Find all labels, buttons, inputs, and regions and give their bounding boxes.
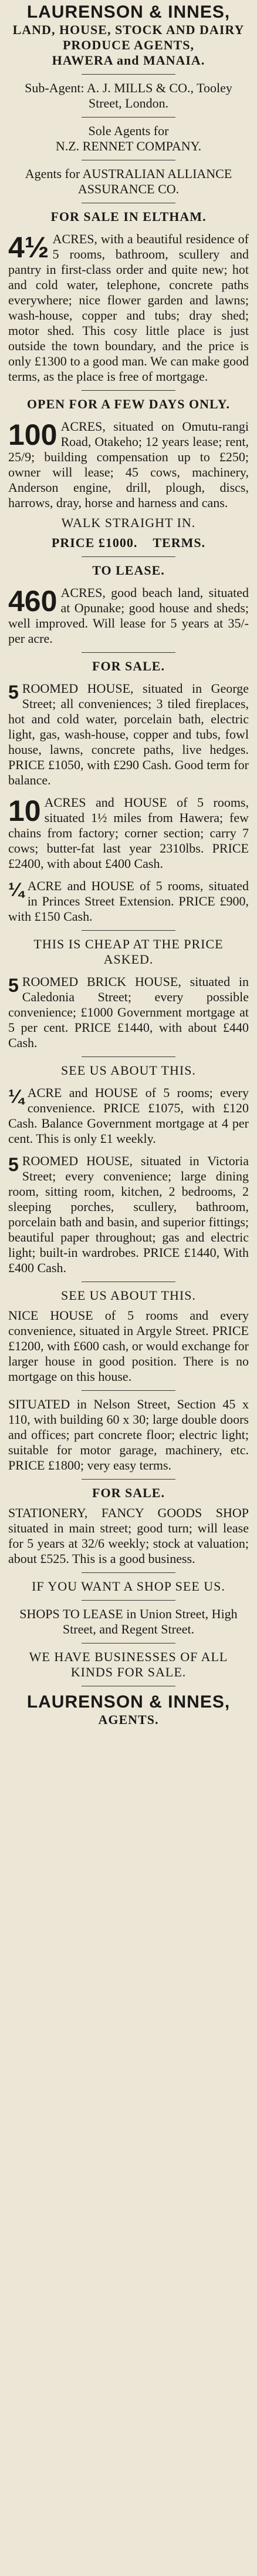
listing-text: ACRES, situated on Omutu-rangi Road, Otakeho; 12 years lease; rent, 25/9; building compensation up to £250; owner will lease; 45 cows, machinery, Anderson engine, drill, plough, discs, harrows, dray, horse and harness and cans. <box>8 419 249 510</box>
listing-text: ROOMED HOUSE, situated in George Street; all conveniences; 3 tiled fireplaces, hot and cold water, porcelain bath, electric light, gas, wash-house, copper and tubs, fowl house, lawns, concrete paths, live hedges. PRICE £1050, with £290 Cash. Good term for balance. <box>8 681 249 787</box>
listing-nelson-street: SITUATED in Nelson Street, Section 45 x 110, with building 60 x 30; large double doors and offices; part concrete floor; electric light; suitable for motor garage, machinery, etc. PRICE £1800; very easy terms. <box>8 1397 249 1473</box>
section-heading-few-days: OPEN FOR A FEW DAYS ONLY. <box>26 397 231 411</box>
rennet-company-text: N.Z. RENNET COMPANY. <box>55 139 202 153</box>
sole-agents-text: Sole Agents for <box>88 123 169 138</box>
divider <box>82 930 175 931</box>
listing-number: ¼ <box>8 879 24 900</box>
divider <box>82 1572 175 1573</box>
businesses-text: WE HAVE BUSINESSES OF ALL KINDS FOR SALE. <box>29 1649 228 1679</box>
listing-ten-acres <box>8 795 249 871</box>
divider <box>82 117 175 118</box>
listing-victoria-street <box>8 1153 249 1276</box>
listing-princes-street <box>8 878 249 924</box>
listing-number: 460 <box>8 585 58 618</box>
divider <box>82 390 175 391</box>
listing-opunake <box>8 585 249 646</box>
section-heading-lease: TO LEASE. <box>92 563 165 578</box>
shops-to-lease-text: SHOPS TO LEASE in Union Street, High Street, and Regent Street. <box>19 1606 238 1636</box>
firm-name: LAURENSON & INNES, <box>26 2 231 22</box>
subagent-text: Sub-Agent: A. J. MILLS & CO., Tooley Street, London. <box>25 80 232 110</box>
divider <box>82 556 175 557</box>
listing-text: ACRES, good beach land, situated at Opunake; good house and sheds; well improved. Will lease for 5 years at 35/- per acre. <box>8 585 249 646</box>
listing-text: ROOMED HOUSE, situated in Victoria Street; every convenience; large dining room, sitting room, kitchen, 2 bedrooms, 2 sleeping porches, scullery, bathroom, porcelain bath and basin, and superior fittings; beautiful paper throughout; gas and electric light; built-in wardrobes. PRICE £1440, With £400 Cash. <box>8 1153 249 1275</box>
listing-text: ACRES, with a beautiful residence of 5 rooms, bathroom, scullery and pantry in first-class order and quite new; hot and cold water, telephone, concrete paths everywhere; nice flower garden and lawns; wash-house, copper and tubs; dray shed; motor shed. This cosy little place is just outside the town boundary, and the price is only £1300 to a good man. We can make good terms, as the place is free of mortgage. <box>8 232 249 384</box>
assurance-agents-text: Agents for AUSTRALIAN ALLIANCE ASSURANCE CO. <box>25 166 232 196</box>
firm-name-footer: LAURENSON & INNES, <box>26 1692 231 1712</box>
listing-number: 5 <box>8 1154 19 1175</box>
price-text: PRICE £1000. <box>51 535 138 550</box>
want-shop-text: IF YOU WANT A SHOP SEE US. <box>32 1579 225 1594</box>
listing-number: 5 <box>8 975 19 996</box>
listing-number: ¼ <box>8 1086 24 1107</box>
section-heading-shop: FOR SALE. <box>92 1485 165 1500</box>
section-heading-see-us-2: SEE US ABOUT THIS. <box>61 1288 196 1303</box>
section-heading-see-us: SEE US ABOUT THIS. <box>61 1063 196 1078</box>
divider <box>82 1600 175 1601</box>
listing-stationery-shop: STATIONERY, FANCY GOODS SHOP situated in main street; good turn; will lease for 5 years at 32/6 weekly; stock at valuation; about £525. This is a good business. <box>8 1505 249 1566</box>
listing-text: ACRE and HOUSE of 5 rooms; every convenience. PRICE £1075, with £120 Cash. Balance Government mortgage at 4 per cent. This is only £1 weekly. <box>8 1085 249 1146</box>
listing-number: 100 <box>8 418 58 451</box>
walk-straight-in-text: WALK STRAIGHT IN. <box>61 515 196 530</box>
agents-text: AGENTS. <box>98 1712 159 1727</box>
listing-george-street <box>8 681 249 788</box>
listing-text: ACRE and HOUSE of 5 rooms, situated in Princes Street Extension. PRICE £900, with £150 Cash. <box>8 878 249 924</box>
divider <box>82 1479 175 1480</box>
terms-text: TERMS. <box>153 535 206 550</box>
section-heading-for-sale: FOR SALE. <box>92 659 165 673</box>
listing-text: ACRES and HOUSE of 5 rooms, situated 1½ miles from Hawera; few chains from factory; corner section; carry 7 cows; butter-fat last year 2310lbs. PRICE £2400, with about £400 Cash. <box>8 795 249 871</box>
divider <box>82 1056 175 1057</box>
firm-line-2: PRODUCE AGENTS, <box>62 38 195 52</box>
firm-line-1: LAND, HOUSE, STOCK AND DAIRY <box>12 22 245 37</box>
listing-number: 5 <box>8 682 19 703</box>
section-heading-eltham: FOR SALE IN ELTHAM. <box>50 209 207 224</box>
listing-caledonia-street <box>8 974 249 1051</box>
price-terms-line <box>8 535 249 551</box>
listing-argyle-street: NICE HOUSE of 5 rooms and every convenience, situated in Argyle Street. PRICE £1200, with £600 cash, or would exchange for larger house in good position. There is no mortgage on this house. <box>8 1308 249 1384</box>
listing-number: 10 <box>8 794 41 827</box>
listing-quarter-acre <box>8 1085 249 1146</box>
listing-text: ROOMED BRICK HOUSE, situated in Caledonia Street; every possible convenience; £1000 Government mortgage at 5 per cent. PRICE £1440, with about £440 Cash. <box>8 974 249 1050</box>
divider <box>82 1390 175 1391</box>
divider <box>82 74 175 75</box>
listing-otakeho <box>8 419 249 511</box>
section-heading-cheap: THIS IS CHEAP AT THE PRICE ASKED. <box>33 937 224 967</box>
firm-line-3: HAWERA and MANAIA. <box>52 53 205 68</box>
divider <box>82 652 175 653</box>
listing-eltham <box>8 232 249 384</box>
listing-number: 4½ <box>8 231 49 264</box>
